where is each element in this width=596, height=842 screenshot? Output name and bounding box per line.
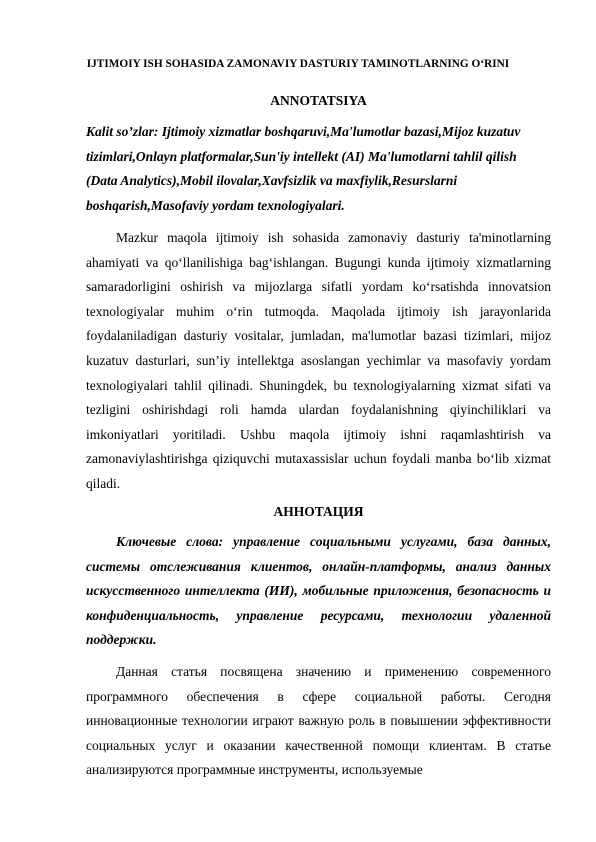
annotation-uz-body: Mazkur maqola ijtimoiy ish sohasida zamonaviy dasturiy ta'minotlarning ahamiyati va qo‘llanilishiga bag‘ishlangan. Bugungi kunda ijtimoiy xizmatlarning samaradorligini oshirish va mijozlarga sifatli yordam ko‘rsatishda innovatsion texnologiyalar muhim o‘rin tutmoqda. Maqolada ijtimoiy ish jarayonlarida foydalaniladigan dasturiy vositalar, jumladan, ma'lumotlar bazasi tizimlari, mijoz kuzatuv dasturlari, sun’iy intellektga asoslangan yechimlar va masofaviy yordam texnologiyalari tahlil qilinadi. Shuningdek, bu texnologiyalarning xizmat sifati va tezligini oshirishdagi roli hamda ulardan foydalanishning qiyinchiliklari va imkoniyatlari yoritiladi. Ushbu maqola ijtimoiy ishni raqamlashtirish va zamonaviylashtirishga qiziquvchi mutaxassislar uchun foydali manba bo‘lib xizmat qiladi. xyxy=(86,230,551,491)
annotation-ru-keywords-block xyxy=(86,530,551,653)
annotation-ru-heading: АННОТАЦИЯ xyxy=(273,504,364,519)
annotation-uz-keywords-block xyxy=(86,120,526,218)
annotation-ru-body-block xyxy=(86,660,551,783)
annotation-uz-heading: ANNOTATSIYA xyxy=(270,93,367,108)
annotation-uz-keywords: Kalit so’zlar: Ijtimoiy xizmatlar boshqaruvi,Ma'lumotlar bazasi,Mijoz kuzatuv tizimlari,Onlayn platformalar,Sun'iy intellekt (AI) Ma'lumotlarni tahlil qilish (Data Analytics),Mobil ilovalar,Xavfsizlik va maxfiylik,Resurslarni boshqarish,Masofaviy yordam texnologiyalari. xyxy=(86,124,521,213)
annotation-uz-body-block xyxy=(86,226,551,497)
annotation-ru-keywords: Ключевые слова: управление социальными услугами, база данных, системы отслеживания клиентов, онлайн-платформы, анализ данных искусственного интеллекта (ИИ), мобильные приложения, безопасность и конфиденциальность, управление ресурсами, технологии удаленной поддержки. xyxy=(86,534,551,648)
article-title: IJTIMOIY ISH SOHASIDA ZAMONAVIY DASTURIY TAMINOTLARNING O‘RINI xyxy=(86,58,510,70)
annotation-ru-body: Данная статья посвящена значению и применению современного программного обеспечения в сфере социальной работы. Сегодня инновационные технологии играют важную роль в повышении эффективности социальных услуг и оказании качественной помощи клиентам. В статье анализируются программные инструменты, используемые xyxy=(86,664,551,778)
